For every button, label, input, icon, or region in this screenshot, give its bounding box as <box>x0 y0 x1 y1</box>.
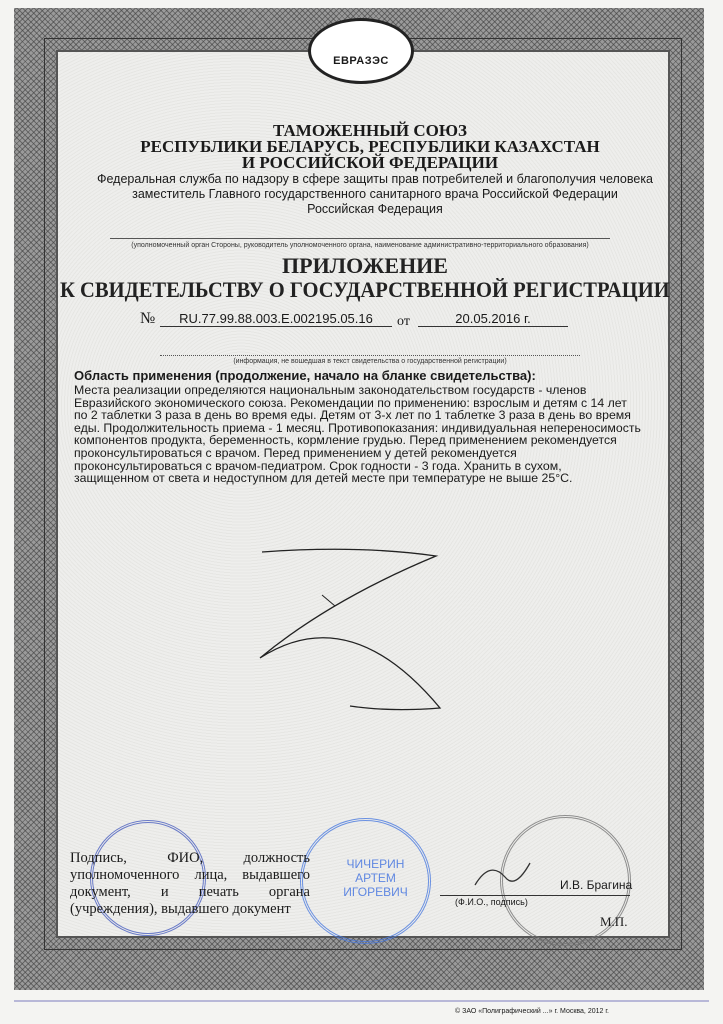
info-caption: (информация, не вошедшая в текст свидетельства о государственной регистрации) <box>160 355 580 366</box>
authority-line-2: заместитель Главного государственного санитарного врача Российской Федерации <box>132 187 618 201</box>
z-strikeout-mark <box>240 540 480 720</box>
stamp-text: АРТЕМ <box>355 871 396 885</box>
registration-date: 20.05.2016 г. <box>418 311 568 327</box>
signer-name: И.В. Брагина <box>560 878 633 892</box>
stamp-text: ЧИЧЕРИН <box>346 857 405 871</box>
authority-line-1: Федеральная служба по надзору в сфере защиты прав потребителей и благополучия человека <box>96 172 654 186</box>
text-line: проконсультироваться с врачом. Перед применением у детей рекомендуется <box>74 445 517 460</box>
text-line: компонентов продукта, беременность, кормление грудью. Перед применением рекомендуется <box>74 433 617 448</box>
text-line: защищенном от света и недоступном для детей месте при температуре не выше 25°С. <box>74 471 573 486</box>
scope-heading: Область применения (продолжение, начало на бланке свидетельства): <box>74 368 536 383</box>
header-line-2: РЕСПУБЛИКИ БЕЛАРУСЬ, РЕСПУБЛИКИ КАЗАХСТАН <box>140 137 600 156</box>
stamp-text: ИГОРЕВИЧ <box>343 885 408 899</box>
authority-caption: (уполномоченный орган Стороны, руководитель уполномоченного органа, наименование административно-территориального образования) <box>110 238 610 250</box>
text-line: проконсультироваться с врачом-педиатром. Срок годности - 3 года. Хранить в сухом, <box>74 458 562 473</box>
signer-caption: (Ф.И.О., подпись) <box>455 897 528 907</box>
text-line: Места реализации определяются национальным законодательством государств - членов <box>74 383 587 397</box>
text-line: Евразийского экономического союза. Рекомендации по применению: взрослым и детям с 14 лет <box>74 395 627 410</box>
authority-line-3: Российская Федерация <box>307 202 443 216</box>
text-line: еды. Продолжительность приема - 1 месяц. Противопоказания: индивидуальная непереносимость <box>74 420 641 435</box>
registration-number: RU.77.99.88.003.E.002195.05.16 <box>160 311 392 327</box>
handwritten-signature <box>470 855 540 895</box>
title-line-1: ПРИЛОЖЕНИЕ <box>282 253 448 278</box>
date-label: от <box>397 314 410 329</box>
header-line-3: И РОССИЙСКОЙ ФЕДЕРАЦИИ <box>241 153 499 172</box>
signature-label: Подпись, ФИО, должность уполномоченного лица, выдавшего документ, и печать органа (учреждения), выдавшего документ <box>70 850 310 917</box>
text-line: по 2 таблетки 3 раза в день во время еды. Детям от 3-х лет по 1 таблетке 3 раза в день во время <box>74 408 631 423</box>
signature-line <box>440 895 630 896</box>
seal-place-label: М.П. <box>600 914 628 929</box>
stamp-blue <box>300 818 431 944</box>
header-line-1: ТАМОЖЕННЫЙ СОЮЗ <box>273 121 467 140</box>
number-label: № <box>140 310 156 327</box>
title-line-2: К СВИДЕТЕЛЬСТВУ О ГОСУДАРСТВЕННОЙ РЕГИСТРАЦИИ <box>60 277 670 302</box>
logo-text: ЕВРАЗЭС <box>333 55 389 67</box>
printer-footer: © ЗАО «Полиграфический ...» г. Москва, 2012 г. <box>455 1008 609 1015</box>
eurasec-logo <box>308 18 414 84</box>
scope-text <box>74 384 654 485</box>
scan-line <box>14 1000 709 1002</box>
